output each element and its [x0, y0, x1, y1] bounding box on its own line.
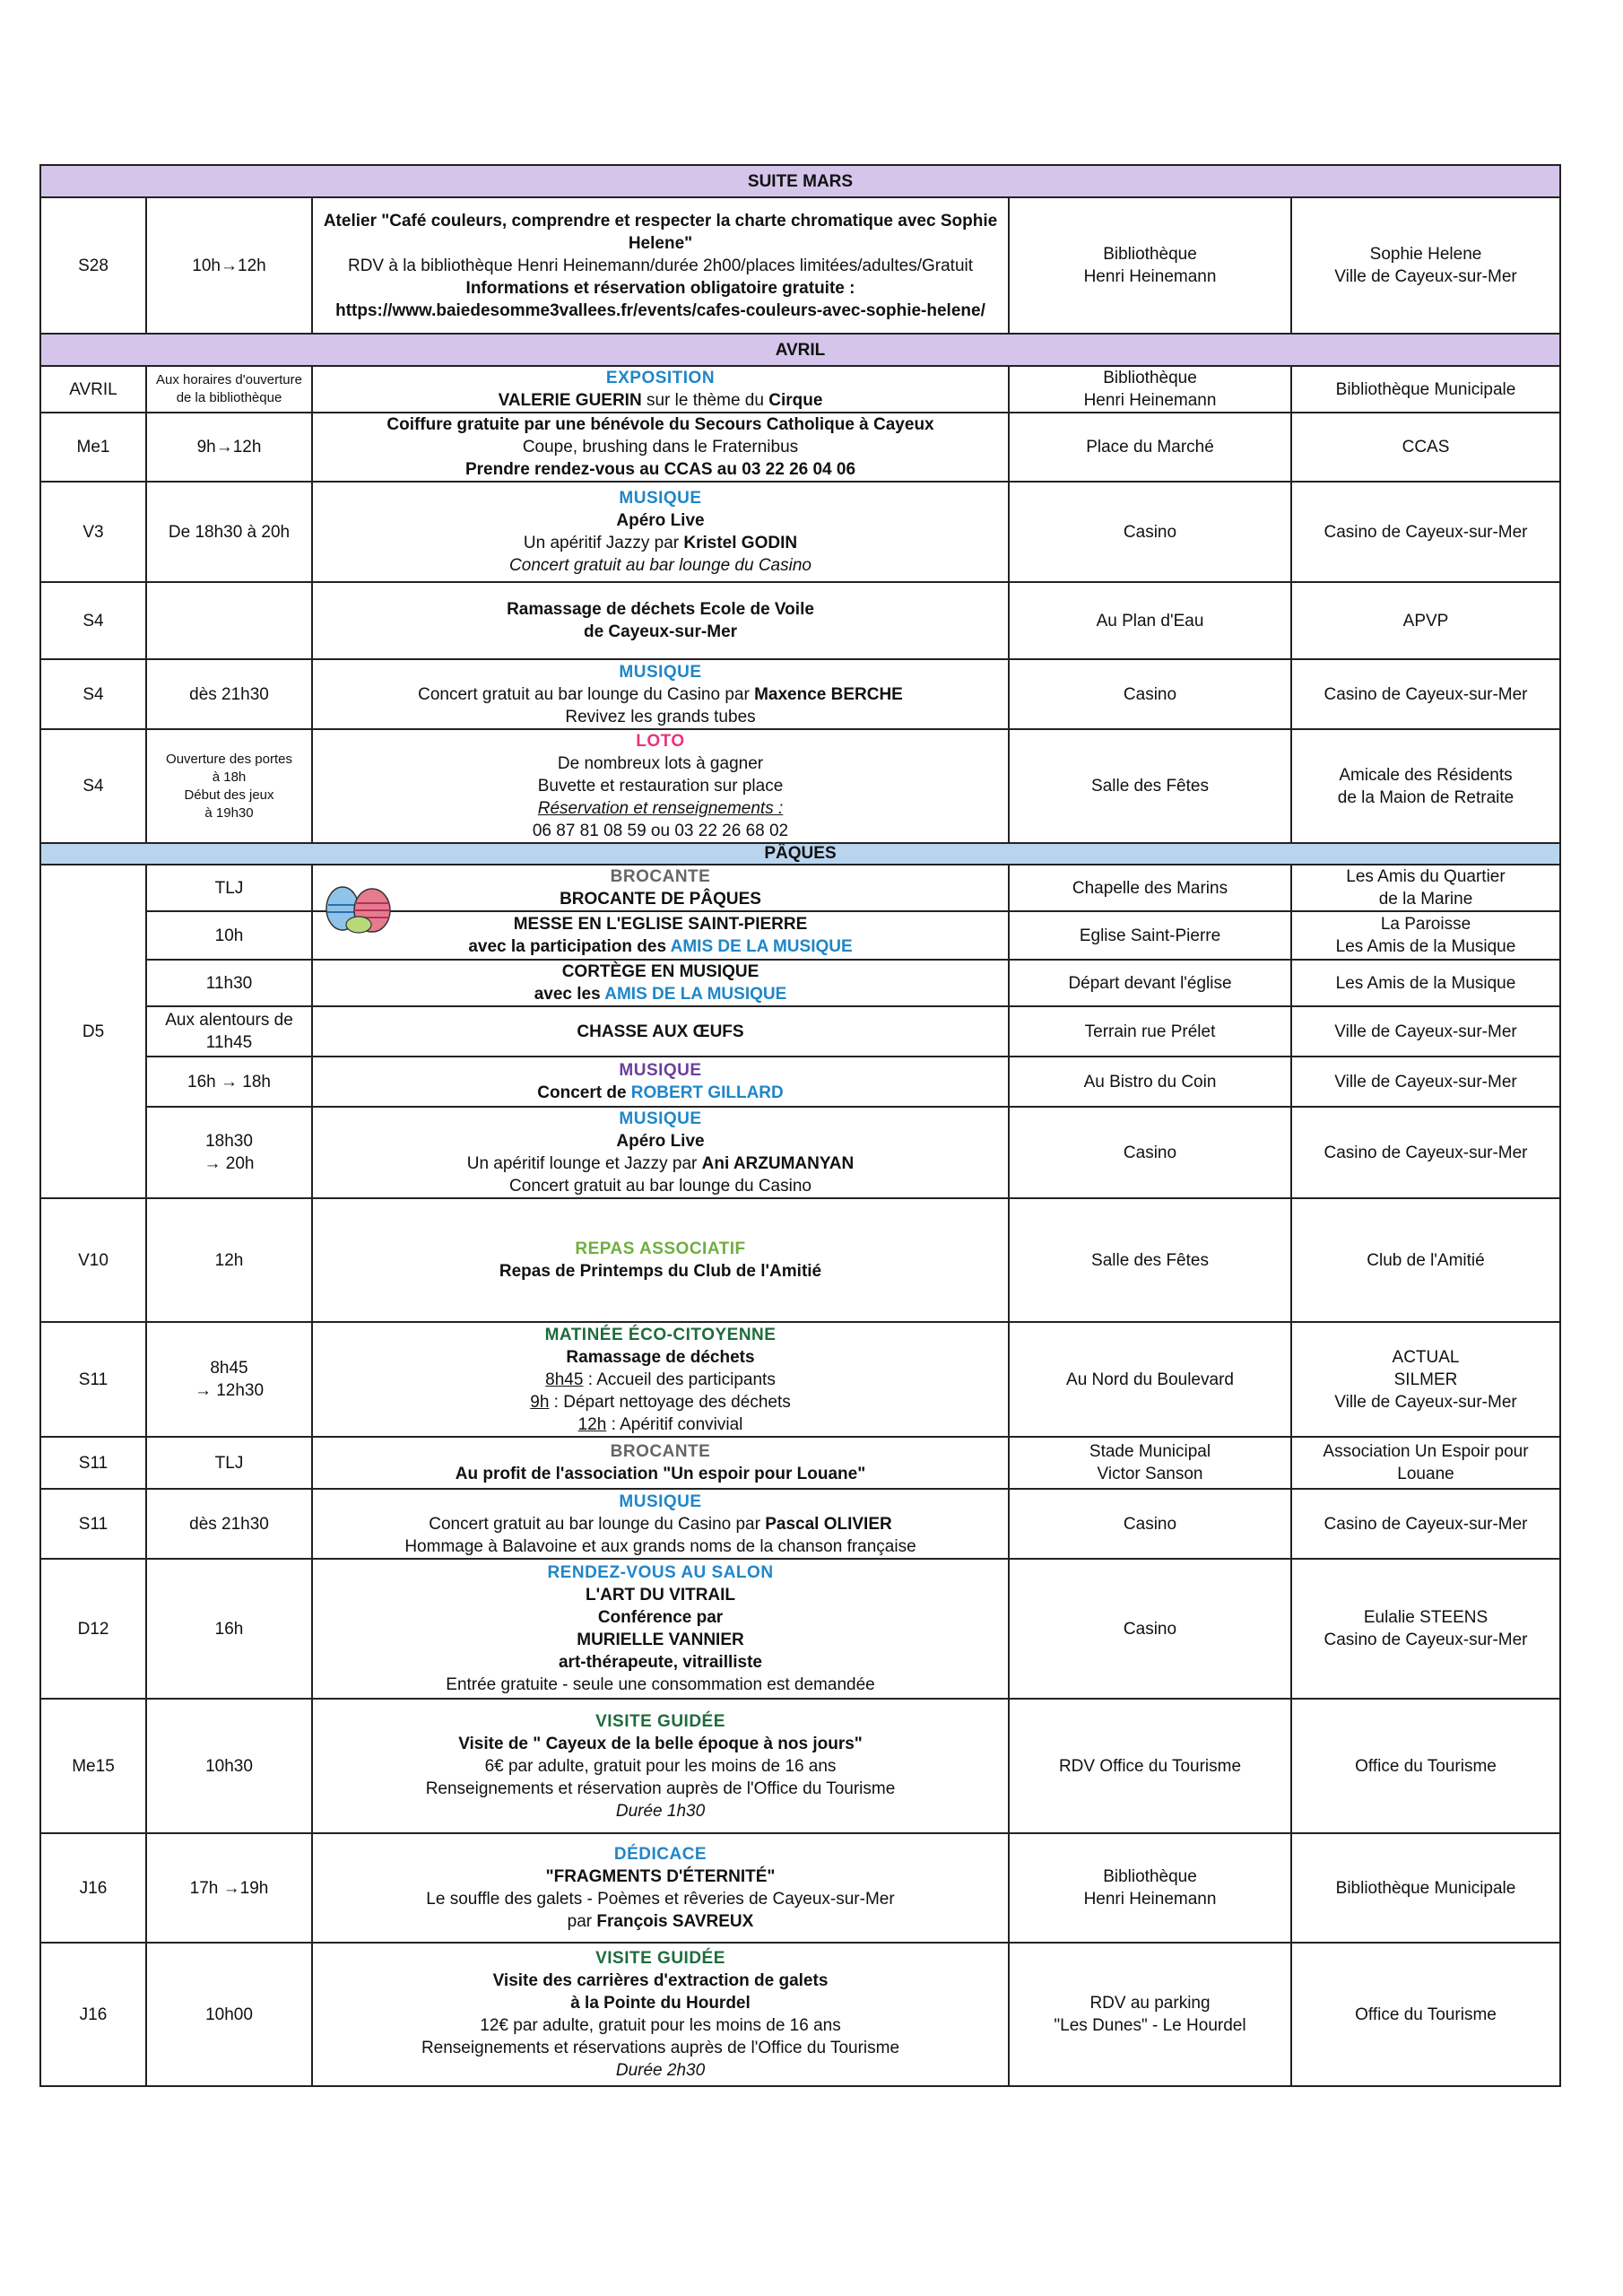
time-cell	[146, 1322, 312, 1437]
time-line: Aux alentours de	[165, 1011, 293, 1030]
event-title: L'ART DU VITRAIL	[585, 1586, 736, 1605]
event-title: Atelier "Café couleurs, comprendre et respecter la charte chromatique avec Sophie Helene"	[323, 211, 998, 253]
event-cell	[312, 1322, 1009, 1437]
table-row	[40, 1699, 1560, 1833]
day-cell: D5	[40, 865, 146, 1198]
place-line: Henri Heinemann	[1083, 391, 1217, 410]
events-table	[39, 164, 1561, 2087]
organizer-cell: Casino de Cayeux-sur-Mer	[1291, 659, 1560, 729]
event-note: Durée 1h30	[615, 1801, 706, 1821]
organizer-cell: Ville de Cayeux-sur-Mer	[1291, 1057, 1560, 1107]
organizer-line: de la Maion de Retraite	[1337, 787, 1515, 807]
event-category: RENDEZ-VOUS AU SALON	[547, 1563, 774, 1582]
event-note: Revivez les grands tubes	[565, 707, 756, 726]
organizer-line: Casino de Cayeux-sur-Mer	[1324, 1631, 1528, 1649]
place-cell: Au Nord du Boulevard	[1009, 1322, 1291, 1437]
section-paques	[40, 843, 1560, 865]
event-category: LOTO	[636, 732, 685, 751]
time-cell: 10h	[146, 911, 312, 960]
event-title: CORTÈGE EN MUSIQUE	[561, 962, 759, 981]
event-title: de Cayeux-sur-Mer	[583, 622, 738, 641]
event-desc: Renseignements et réservations auprès de l'Office du Tourisme	[421, 2039, 900, 2057]
event-desc: Le souffle des galets - Poèmes et rêveries de Cayeux-sur-Mer	[426, 1890, 895, 1909]
event-title: Visite des carrières d'extraction de galets	[492, 1971, 829, 1990]
time-cell: De 18h30 à 20h	[146, 482, 312, 582]
event-cta: Prendre rendez-vous au CCAS au 03 22 26 04 06	[464, 460, 856, 479]
event-info: Informations et réservation obligatoire gratuite :	[465, 278, 855, 298]
time-line: à 19h30	[204, 804, 254, 821]
event-cell	[312, 1057, 1009, 1107]
event-category: MUSIQUE	[619, 1109, 702, 1128]
event-title: Ramassage de déchets	[566, 1347, 755, 1367]
event-cell	[312, 1198, 1009, 1322]
schedule-text: : Apéritif convivial	[606, 1414, 743, 1434]
place-cell	[1009, 197, 1291, 334]
organizer-line: Ville de Cayeux-sur-Mer	[1334, 1392, 1517, 1412]
event-phones: 06 87 81 08 59 ou 03 22 26 68 02	[532, 822, 789, 840]
time-cell: dès 21h30	[146, 1489, 312, 1559]
event-artist: Pascal OLIVIER	[765, 1514, 892, 1534]
organizer-cell: Casino de Cayeux-sur-Mer	[1291, 1107, 1560, 1198]
organizer-line: Sophie Helene	[1369, 245, 1482, 264]
event-category: VISITE GUIDÉE	[595, 1711, 725, 1731]
event-title: à la Pointe du Hourdel	[570, 1994, 751, 2013]
place-line: Bibliothèque	[1103, 1867, 1197, 1886]
organizer-cell	[1291, 729, 1560, 843]
organizer-line: de la Marine	[1378, 890, 1473, 909]
table-row	[40, 960, 1560, 1006]
event-speaker-role: art-thérapeute, vitrailliste	[558, 1653, 763, 1672]
organizer-cell	[1291, 911, 1560, 960]
place-line: Henri Heinemann	[1083, 267, 1217, 286]
day-cell: S11	[40, 1489, 146, 1559]
event-artist: ROBERT GILLARD	[630, 1083, 784, 1102]
event-artist: Kristel GODIN	[683, 534, 798, 552]
event-desc: Un apéritif Jazzy par	[523, 534, 684, 552]
day-cell: S11	[40, 1437, 146, 1489]
organizer-cell: Bibliothèque Municipale	[1291, 1833, 1560, 1943]
event-category: MUSIQUE	[619, 1492, 702, 1511]
event-title: Apéro Live	[616, 1132, 705, 1151]
place-cell: Casino	[1009, 1107, 1291, 1198]
event-title-part: avec les	[534, 985, 605, 1004]
time-cell: TLJ	[146, 865, 312, 911]
table-row	[40, 1833, 1560, 1943]
organizer-cell: Association Un Espoir pour Louane	[1291, 1437, 1560, 1489]
table-row	[40, 366, 1560, 413]
time-line: 18h30	[205, 1132, 253, 1151]
schedule-text: : Départ nettoyage des déchets	[549, 1392, 791, 1412]
organizer-line: La Paroisse	[1380, 915, 1471, 934]
table-row	[40, 1559, 1560, 1699]
event-category: BROCANTE	[610, 1442, 711, 1461]
time-cell: TLJ	[146, 1437, 312, 1489]
place-cell	[1009, 1437, 1291, 1489]
event-desc: Un apéritif lounge et Jazzy par	[466, 1154, 702, 1173]
organizer-cell	[1291, 197, 1560, 334]
day-cell: Me15	[40, 1699, 146, 1833]
table-row	[40, 1198, 1560, 1322]
day-cell: J16	[40, 1833, 146, 1943]
table-row	[40, 911, 1560, 960]
place-cell: Départ devant l'église	[1009, 960, 1291, 1006]
organizer-line: Ville de Cayeux-sur-Mer	[1334, 267, 1517, 286]
place-line: Bibliothèque	[1103, 369, 1197, 387]
day-cell: V10	[40, 1198, 146, 1322]
time-cell: 10h→12h	[146, 197, 312, 334]
table-row	[40, 413, 1560, 482]
event-author: François SAVREUX	[596, 1912, 754, 1931]
table-row	[40, 1107, 1560, 1198]
place-cell: Casino	[1009, 659, 1291, 729]
event-cell	[312, 1833, 1009, 1943]
easter-eggs-icon	[323, 880, 395, 934]
event-link[interactable]: https://www.baiedesomme3vallees.fr/events/cafes-couleurs-avec-sophie-helene/	[335, 300, 985, 320]
table-row	[40, 1006, 1560, 1057]
table-row	[40, 1437, 1560, 1489]
time-cell: 11h30	[146, 960, 312, 1006]
time-cell: Aux horaires d'ouverture de la bibliothèque	[146, 366, 312, 413]
day-cell: AVRIL	[40, 366, 146, 413]
section-title: PÂQUES	[40, 843, 1560, 865]
place-line: Henri Heinemann	[1083, 1890, 1217, 1909]
event-title: MESSE EN L'EGLISE SAINT-PIERRE	[513, 915, 808, 934]
organizer-cell: Casino de Cayeux-sur-Mer	[1291, 482, 1560, 582]
event-category: MUSIQUE	[619, 489, 702, 508]
time-cell: 9h→12h	[146, 413, 312, 482]
time-line: 11h45	[205, 1033, 253, 1052]
time-cell: dès 21h30	[146, 659, 312, 729]
event-note: Durée 2h30	[615, 2061, 706, 2080]
time-line: 8h45	[210, 1359, 248, 1378]
organizer-cell	[1291, 1559, 1560, 1699]
place-cell: Terrain rue Prélet	[1009, 1006, 1291, 1057]
table-row	[40, 1943, 1560, 2086]
event-category: MUSIQUE	[619, 1061, 702, 1080]
time-cell: 10h00	[146, 1943, 312, 2086]
event-resa: Réservation et renseignements :	[537, 799, 784, 818]
day-cell: Me1	[40, 413, 146, 482]
event-cell	[312, 582, 1009, 659]
day-cell: S4	[40, 729, 146, 843]
place-cell: Chapelle des Marins	[1009, 865, 1291, 911]
event-cell	[312, 1437, 1009, 1489]
event-cell	[312, 865, 1009, 911]
organizer-cell: Office du Tourisme	[1291, 1699, 1560, 1833]
event-desc: RDV à la bibliothèque Henri Heinemann/durée 2h00/places limitées/adultes/Gratuit	[347, 256, 974, 275]
organizer-cell: Les Amis de la Musique	[1291, 960, 1560, 1006]
event-title: Coiffure gratuite par une bénévole du Secours Catholique à Cayeux	[386, 415, 934, 434]
day-cell: S28	[40, 197, 146, 334]
event-title: Apéro Live	[616, 511, 705, 530]
event-desc: Entrée gratuite - seule une consommation est demandée	[446, 1675, 875, 1694]
table-row	[40, 482, 1560, 582]
event-category: DÉDICACE	[613, 1845, 707, 1864]
place-cell: Casino	[1009, 1489, 1291, 1559]
organizer-cell	[1291, 1322, 1560, 1437]
event-cell	[312, 366, 1009, 413]
event-cell	[312, 729, 1009, 843]
event-title-part: Cirque	[768, 391, 823, 410]
time-line: à 18h	[212, 769, 247, 785]
event-cell	[312, 482, 1009, 582]
day-cell: S4	[40, 582, 146, 659]
event-note: Hommage à Balavoine et aux grands noms de la chanson française	[404, 1536, 916, 1556]
section-suite-mars	[40, 165, 1560, 197]
event-desc: 12€ par adulte, gratuit pour les moins de 16 ans	[480, 2016, 841, 2035]
table-row	[40, 659, 1560, 729]
time-line: → 12h30	[194, 1381, 265, 1400]
section-title: SUITE MARS	[40, 165, 1560, 197]
event-category: MATINÉE ÉCO-CITOYENNE	[544, 1325, 777, 1344]
organizer-line: ACTUAL	[1392, 1347, 1460, 1367]
time-cell: 12h	[146, 1198, 312, 1322]
event-note: Concert gratuit au bar lounge du Casino	[509, 556, 812, 575]
event-desc: par	[567, 1912, 597, 1931]
table-row	[40, 1322, 1560, 1437]
event-title-part: AMIS DE LA MUSIQUE	[670, 937, 853, 956]
event-title: Conférence par	[597, 1608, 724, 1627]
event-cell	[312, 1107, 1009, 1198]
time-cell	[146, 729, 312, 843]
time-cell: 10h30	[146, 1699, 312, 1833]
event-cell	[312, 960, 1009, 1006]
organizer-line: SILMER	[1393, 1370, 1458, 1389]
schedule-time: 9h	[530, 1392, 550, 1412]
event-cell	[312, 413, 1009, 482]
time-cell: 16h → 18h	[146, 1057, 312, 1107]
organizer-cell: APVP	[1291, 582, 1560, 659]
table-row	[40, 197, 1560, 334]
event-artist: Maxence BERCHE	[754, 684, 903, 704]
event-title: BROCANTE DE PÂQUES	[560, 890, 761, 909]
event-category: EXPOSITION	[605, 369, 716, 387]
place-cell: Place du Marché	[1009, 413, 1291, 482]
event-cell	[312, 197, 1009, 334]
event-title-part: AMIS DE LA MUSIQUE	[604, 985, 787, 1004]
event-cell	[312, 911, 1009, 960]
time-cell	[146, 582, 312, 659]
event-cell	[312, 659, 1009, 729]
organizer-cell	[1291, 865, 1560, 911]
event-title-part: avec la participation des	[468, 937, 671, 956]
schedule-text: : Accueil des participants	[583, 1370, 776, 1389]
event-title: "FRAGMENTS D'ÉTERNITÉ"	[545, 1867, 776, 1886]
place-line: Bibliothèque	[1103, 245, 1197, 264]
time-line: Ouverture des portes	[166, 751, 292, 767]
place-cell: Eglise Saint-Pierre	[1009, 911, 1291, 960]
place-cell	[1009, 1833, 1291, 1943]
organizer-line: Eulalie STEENS	[1363, 1608, 1488, 1627]
place-cell: Au Plan d'Eau	[1009, 582, 1291, 659]
event-title-part: Concert de	[537, 1083, 631, 1102]
organizer-line: Les Amis de la Musique	[1335, 937, 1516, 956]
event-note: Concert gratuit au bar lounge du Casino	[509, 1177, 812, 1196]
place-cell: Casino	[1009, 482, 1291, 582]
organizer-line: Amicale des Résidents	[1339, 765, 1513, 785]
event-desc: Coupe, brushing dans le Fraternibus	[522, 438, 799, 457]
place-line: RDV au parking	[1089, 1994, 1211, 2013]
event-title: CHASSE AUX ŒUFS	[312, 1006, 1009, 1057]
event-title: Repas de Printemps du Club de l'Amitié	[499, 1262, 822, 1281]
place-line: Stade Municipal	[1089, 1442, 1211, 1461]
event-title: Au profit de l'association "Un espoir pour Louane"	[455, 1465, 866, 1483]
event-speaker: MURIELLE VANNIER	[577, 1631, 744, 1649]
event-category: BROCANTE	[610, 867, 711, 886]
event-title: Visite de " Cayeux de la belle époque à nos jours"	[458, 1734, 863, 1753]
event-desc: Renseignements et réservation auprès de l'Office du Tourisme	[425, 1779, 896, 1798]
event-title: VALERIE GUERIN	[498, 391, 642, 410]
event-desc: 6€ par adulte, gratuit pour les moins de 16 ans	[484, 1756, 837, 1776]
place-cell: RDV Office du Tourisme	[1009, 1699, 1291, 1833]
event-cell	[312, 1943, 1009, 2086]
organizer-cell: Bibliothèque Municipale	[1291, 366, 1560, 413]
event-cell	[312, 1699, 1009, 1833]
day-cell: V3	[40, 482, 146, 582]
place-cell: Au Bistro du Coin	[1009, 1057, 1291, 1107]
place-cell: Casino	[1009, 1559, 1291, 1699]
schedule-time: 8h45	[545, 1370, 584, 1389]
time-cell	[146, 1107, 312, 1198]
day-cell: S11	[40, 1322, 146, 1437]
table-row	[40, 1489, 1560, 1559]
time-cell: 16h	[146, 1559, 312, 1699]
event-desc: De nombreux lots à gagner	[557, 754, 764, 773]
place-cell	[1009, 366, 1291, 413]
time-line: → 20h	[204, 1154, 255, 1173]
section-avril	[40, 334, 1560, 366]
table-row	[40, 865, 1560, 911]
organizer-cell: Club de l'Amitié	[1291, 1198, 1560, 1322]
table-row	[40, 729, 1560, 843]
day-cell: S4	[40, 659, 146, 729]
place-line: "Les Dunes" - Le Hourdel	[1054, 2016, 1246, 2035]
event-title-part: sur le thème du	[641, 391, 769, 410]
organizer-cell: CCAS	[1291, 413, 1560, 482]
event-desc: Concert gratuit au bar lounge du Casino par	[429, 1514, 766, 1534]
table-row	[40, 582, 1560, 659]
time-line: Début des jeux	[184, 787, 274, 803]
place-cell	[1009, 1943, 1291, 2086]
event-desc: Buvette et restauration sur place	[537, 777, 784, 796]
day-cell: J16	[40, 1943, 146, 2086]
table-row	[40, 1057, 1560, 1107]
event-category: REPAS ASSOCIATIF	[575, 1239, 746, 1258]
event-cell	[312, 1489, 1009, 1559]
organizer-cell: Office du Tourisme	[1291, 1943, 1560, 2086]
event-category: MUSIQUE	[619, 662, 702, 682]
place-cell: Salle des Fêtes	[1009, 729, 1291, 843]
organizer-cell: Casino de Cayeux-sur-Mer	[1291, 1489, 1560, 1559]
event-artist: Ani ARZUMANYAN	[701, 1154, 855, 1173]
event-title: Ramassage de déchets Ecole de Voile	[507, 600, 814, 619]
event-desc: Concert gratuit au bar lounge du Casino par	[418, 684, 755, 704]
section-title: AVRIL	[40, 334, 1560, 366]
day-cell: D12	[40, 1559, 146, 1699]
organizer-cell: Ville de Cayeux-sur-Mer	[1291, 1006, 1560, 1057]
time-cell: 17h →19h	[146, 1833, 312, 1943]
event-category: VISITE GUIDÉE	[595, 1949, 725, 1968]
schedule-time: 12h	[577, 1414, 607, 1434]
organizer-line: Les Amis du Quartier	[1346, 867, 1506, 886]
event-cell	[312, 1559, 1009, 1699]
time-cell	[146, 1006, 312, 1057]
place-cell: Salle des Fêtes	[1009, 1198, 1291, 1322]
place-line: Victor Sanson	[1097, 1465, 1203, 1483]
